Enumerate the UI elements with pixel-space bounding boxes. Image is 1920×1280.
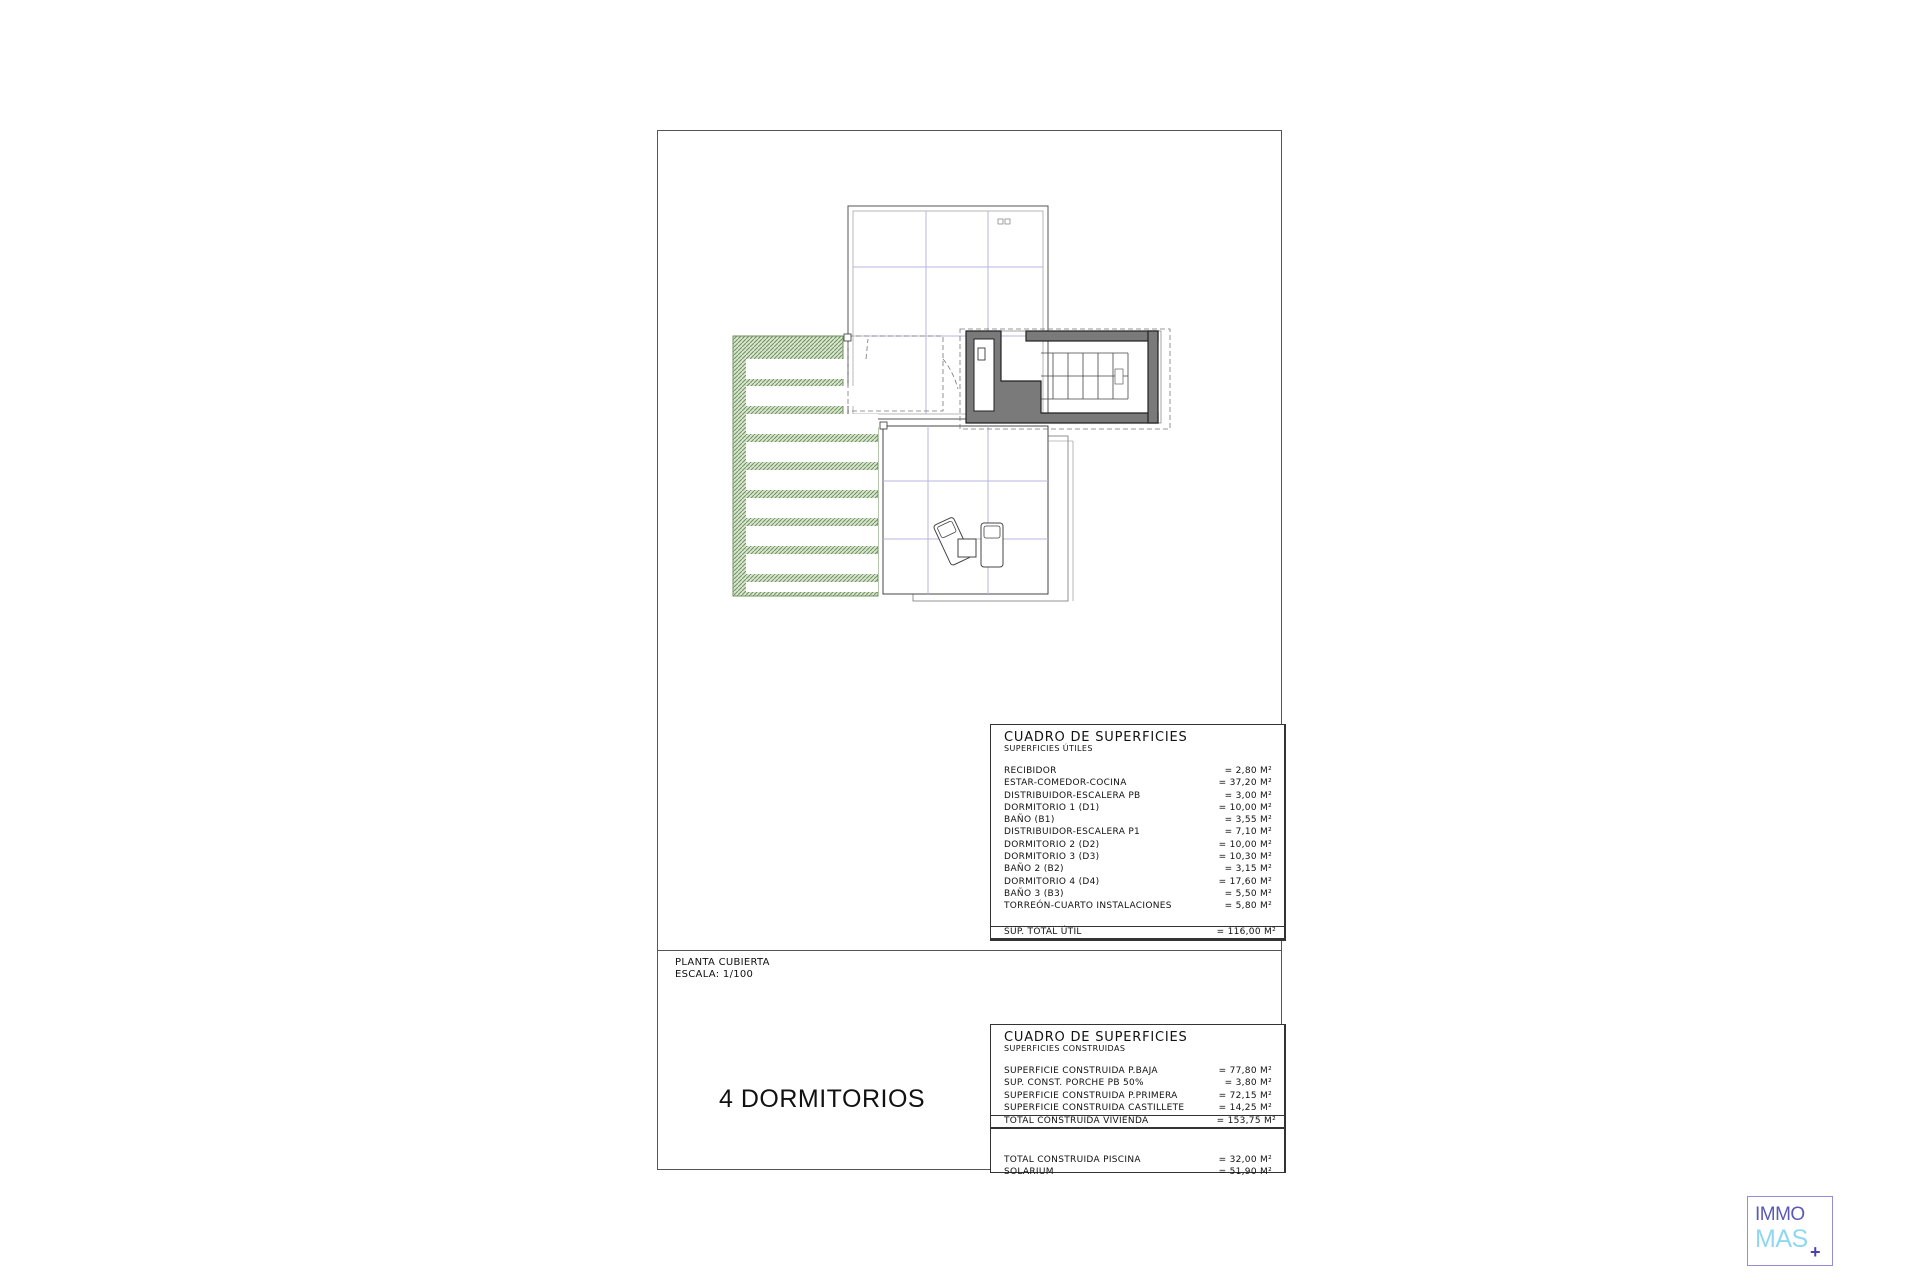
drawing-sheet: [657, 130, 1282, 1178]
table-row: [1004, 888, 1272, 900]
table-row: [1004, 900, 1272, 912]
total-value: = 153,75 M²: [1216, 1116, 1276, 1127]
row-value: = 10,00 M²: [1218, 839, 1272, 850]
row-label: SUPERFICIE CONSTRUIDA P.PRIMERA: [1004, 1090, 1178, 1101]
row-value: = 37,20 M²: [1218, 778, 1272, 789]
row-label: DISTRIBUIDOR-ESCALERA P1: [1004, 827, 1141, 838]
table-row: [1004, 765, 1272, 777]
row-label: DISTRIBUIDOR-ESCALERA PB: [1004, 790, 1141, 801]
row-label: BAÑO 2 (B2): [1004, 864, 1064, 875]
row-value: = 17,60 M²: [1218, 876, 1272, 887]
row-label: SUP. CONST. PORCHE PB 50%: [1004, 1078, 1144, 1089]
plan-info: [675, 957, 770, 981]
row-value: = 7,10 M²: [1224, 827, 1272, 838]
plan-name: PLANTA CUBIERTA: [675, 957, 770, 968]
useful-surfaces-table: [990, 724, 1286, 941]
total-row: [991, 926, 1284, 940]
plan-scale: ESCALA: 1/100: [675, 969, 754, 980]
roof-floor-plan: [658, 131, 1281, 731]
table-row: [1004, 1166, 1272, 1178]
total-value: = 116,00 M²: [1216, 927, 1276, 937]
table-row: [1004, 814, 1272, 826]
row-label: SUPERFICIE CONSTRUIDA CASTILLETE: [1004, 1102, 1185, 1113]
row-label: ESTAR-COMEDOR-COCINA: [1004, 778, 1127, 789]
built-rows: [1004, 1065, 1272, 1114]
row-value: = 2,80 M²: [1224, 766, 1272, 776]
row-label: DORMITORIO 2 (D2): [1004, 839, 1100, 850]
corner-marker: [880, 422, 887, 429]
table-heading: CUADRO DE SUPERFICIES: [1004, 730, 1188, 745]
table-row: [1004, 790, 1272, 802]
table-row: [1004, 1154, 1272, 1166]
row-value: = 14,25 M²: [1218, 1102, 1272, 1113]
row-value: = 10,00 M²: [1218, 802, 1272, 813]
row-label: BAÑO 3 (B3): [1004, 888, 1064, 899]
row-value: = 5,50 M²: [1224, 888, 1272, 899]
row-label: SOLARIUM: [1004, 1167, 1054, 1178]
table-row: [1004, 851, 1272, 863]
row-value: = 10,30 M²: [1218, 852, 1272, 863]
logo-plus-icon: +: [1810, 1242, 1821, 1262]
row-label: RECIBIDOR: [1004, 766, 1057, 776]
table-row: [1004, 826, 1272, 838]
row-label: TORREÓN-CUARTO INSTALACIONES: [1004, 901, 1172, 912]
corner-marker: [844, 334, 851, 341]
row-label: DORMITORIO 1 (D1): [1004, 802, 1100, 813]
row-value: = 5,80 M²: [1224, 901, 1272, 912]
immomas-logo: [1747, 1196, 1833, 1266]
table-heading: CUADRO DE SUPERFICIES: [1004, 1030, 1188, 1045]
stair-tower: [966, 331, 1161, 423]
total-row: [991, 1115, 1284, 1129]
table-row: [1004, 839, 1272, 851]
table-row: [1004, 1077, 1272, 1089]
row-value: = 3,55 M²: [1224, 815, 1272, 826]
table-subheading: SUPERFICIES CONSTRUIDAS: [1004, 1044, 1126, 1053]
table-row: [1004, 876, 1272, 888]
logo-line1: IMMO: [1755, 1204, 1805, 1225]
page-title: 4 DORMITORIOS: [719, 1085, 926, 1113]
row-value: = 3,80 M²: [1224, 1078, 1272, 1089]
lower-terrace: [883, 426, 1073, 601]
row-label: BAÑO (B1): [1004, 815, 1055, 826]
table-row: [1004, 802, 1272, 814]
total-label: TOTAL CONSTRUIDA VIVIENDA: [1004, 1116, 1149, 1127]
row-value: = 3,15 M²: [1224, 864, 1272, 875]
row-label: DORMITORIO 3 (D3): [1004, 852, 1100, 863]
built-surfaces-table: [990, 1024, 1286, 1178]
total-label: SUP. TOTAL ÚTIL: [1004, 927, 1082, 937]
table-subheading: SUPERFICIES ÚTILES: [1004, 744, 1093, 753]
row-value: = 72,15 M²: [1218, 1090, 1272, 1101]
row-label: TOTAL CONSTRUIDA PISCINA: [1004, 1155, 1141, 1166]
row-label: DORMITORIO 4 (D4): [1004, 876, 1100, 887]
table-row: [1004, 1090, 1272, 1102]
row-value: = 3,00 M²: [1224, 790, 1272, 801]
divider-line: [658, 950, 1281, 951]
surface-rows: [1004, 765, 1272, 913]
row-value: = 32,00 M²: [1218, 1155, 1272, 1166]
row-label: SUPERFICIE CONSTRUIDA P.BAJA: [1004, 1066, 1158, 1076]
row-value: = 77,80 M²: [1218, 1066, 1272, 1076]
table-row: [1004, 1102, 1272, 1114]
row-value: = 51,90 M²: [1218, 1167, 1272, 1178]
table-row: [1004, 1065, 1272, 1077]
extra-rows: [1004, 1154, 1272, 1179]
table-row: [1004, 863, 1272, 875]
logo-line2: MAS: [1755, 1225, 1808, 1253]
table-row: [1004, 777, 1272, 789]
